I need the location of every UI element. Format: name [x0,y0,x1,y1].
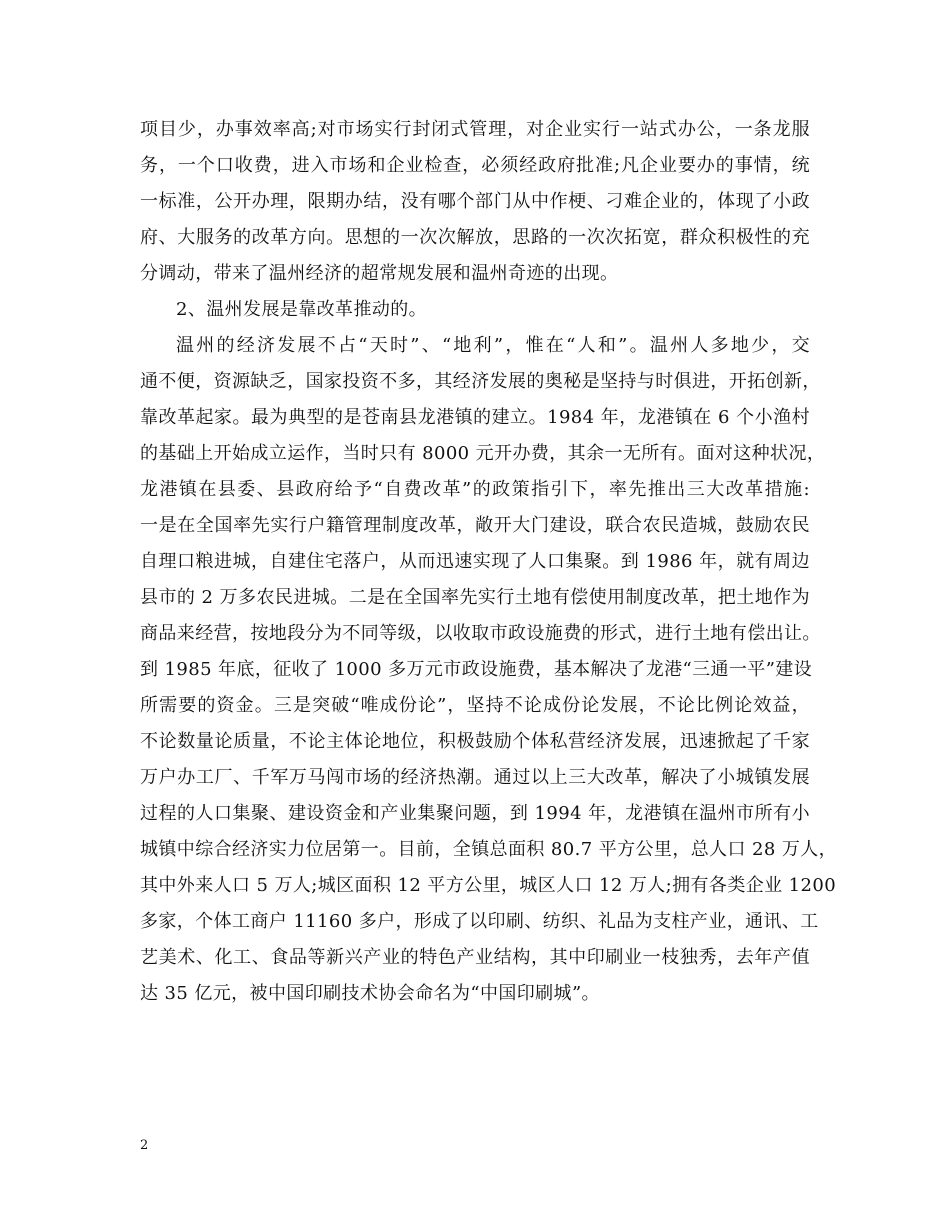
text-line: 自理口粮进城，自建住宅落户，从而迅速实现了人口集聚。到 1986 年，就有周边 [140,551,810,572]
text-line: 靠改革起家。最为典型的是苍南县龙港镇的建立。1984 年，龙港镇在 6 个小渔村 [140,407,810,428]
text-line: 项目少，办事效率高;对市场实行封闭式管理，对企业实行一站式办公，一条龙服 [140,119,810,140]
text-line: 所需要的资金。三是突破“唯成份论”，坚持不论成份论发展，不论比例论效益， [140,695,810,716]
text-line: 不论数量论质量，不论主体论地位，积极鼓励个体私营经济发展，迅速掀起了千家 [140,731,810,752]
text-line: 分调动，带来了温州经济的超常规发展和温州奇迹的出现。 [140,263,619,284]
text-line: 万户办工厂、千军万马闯市场的经济热潮。通过以上三大改革，解决了小城镇发展 [140,767,810,788]
text-line: 通不便，资源缺乏，国家投资不多，其经济发展的奥秘是坚持与时俱进，开拓创新， [140,371,821,392]
text-line: 府、大服务的改革方向。思想的一次次解放，思路的一次次拓宽，群众积极性的充 [140,227,810,248]
text-line: 过程的人口集聚、建设资金和产业集聚问题，到 1994 年，龙港镇在温州市所有小 [140,803,810,824]
text-line: 温州的经济发展不占“天时”、“地利”，惟在“人和”。温州人多地少，交 [176,335,810,356]
text-line: 达 35 亿元，被中国印刷技术协会命名为“中国印刷城”。 [140,983,600,1004]
body-text [140,112,838,1012]
text-line: 其中外来人口 5 万人;城区面积 12 平方公里，城区人口 12 万人;拥有各类企业 1200 [140,875,837,896]
page-number: 2 [140,1138,149,1153]
text-line: 艺美术、化工、食品等新兴产业的特色产业结构，其中印刷业一枝独秀，去年产值 [140,947,810,968]
text-line: 县市的 2 万多农民进城。二是在全国率先实行土地有偿使用制度改革，把土地作为 [140,587,810,608]
text-line: 务，一个口收费，进入市场和企业检查，必须经政府批准;凡企业要办的事情，统 [140,155,810,176]
text-line: 多家，个体工商户 11160 多户，形成了以印刷、纺织、礼品为支柱产业，通讯、工 [140,911,819,932]
text-line: 一是在全国率先实行户籍管理制度改革，敞开大门建设，联合农民造城，鼓励农民 [140,515,810,536]
text-line: 一标准，公开办理，限期办结，没有哪个部门从中作梗、刁难企业的，体现了小政 [140,191,810,212]
text-line: 到 1985 年底，征收了 1000 多万元市政设施费，基本解决了龙港“三通一平”建设 [140,659,813,680]
text-line: 龙港镇在县委、县政府给予“自费改革”的政策指引下，率先推出三大改革措施: [140,479,810,500]
text-line: 商品来经营，按地段分为不同等级，以收取市政设施费的形式，进行土地有偿出让。 [140,623,821,644]
section-heading: 2、温州发展是靠改革推动的。 [176,299,428,320]
text-line: 的基础上开始成立运作，当时只有 8000 元开办费，其余一无所有。面对这种状况， [140,443,826,464]
text-line: 城镇中综合经济实力位居第一。目前，全镇总面积 80.7 平方公里，总人口 28 万人， [140,839,838,860]
